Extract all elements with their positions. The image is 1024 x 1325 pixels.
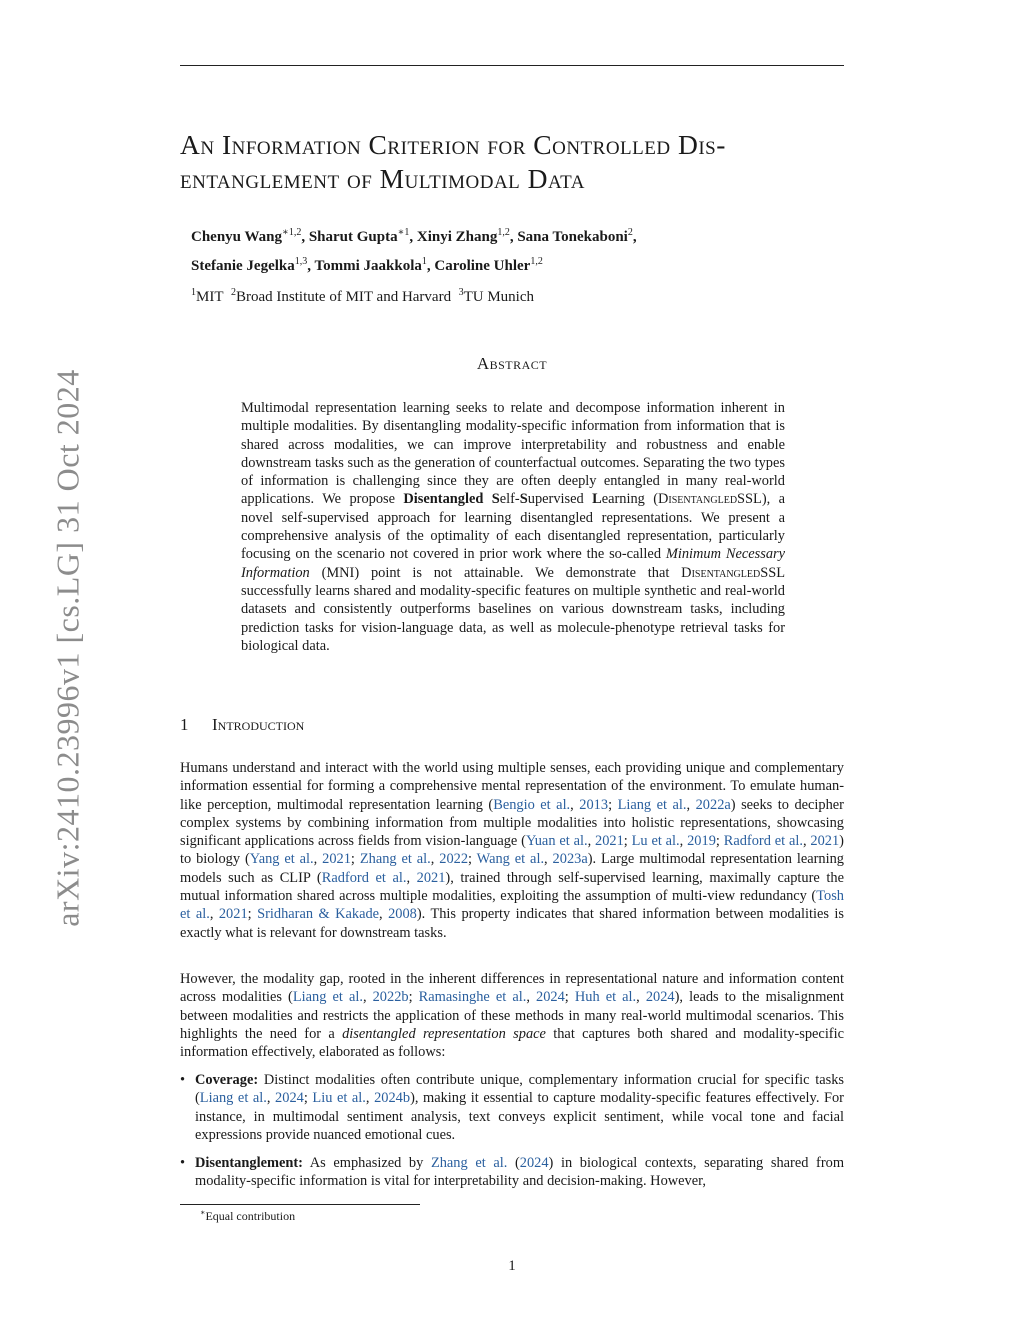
bullet-dot-icon: •: [180, 1155, 186, 1171]
citation-link[interactable]: Wang et al.: [476, 851, 545, 868]
text: ,: [379, 906, 389, 923]
page-number: 1: [508, 1258, 516, 1274]
author-sep: ,: [307, 258, 315, 274]
author-affil: 2: [627, 227, 633, 238]
abstract-text: earning (: [601, 491, 659, 508]
citation-link[interactable]: 2019: [687, 833, 716, 850]
text: ) seeks to decipher complex systems by combining information from multiple modalities into holistic representations, showcasing significant applications across fields from vision-language (: [180, 796, 844, 850]
citation-link[interactable]: Ramasinghe et al.: [418, 989, 527, 1006]
citation-link[interactable]: 2022: [439, 851, 469, 868]
intro-paragraph-2: [180, 970, 844, 1061]
abstract-bold: Disentangled S: [403, 491, 500, 508]
citation-link[interactable]: Yuan et al.: [525, 833, 588, 850]
citation-link[interactable]: 2024: [275, 1090, 304, 1107]
text: ), leads to the misalignment between modalities and restricts the application of these methods in many real-world multimodal scenarios. This highlights the need for a: [180, 989, 844, 1042]
text: ,: [209, 906, 219, 923]
affil-sup: 2: [231, 287, 236, 298]
bullet-dot-icon: •: [180, 1072, 186, 1088]
text: ,: [570, 796, 580, 813]
text: ;: [408, 989, 419, 1006]
author-affil: ∗1,2: [282, 227, 302, 238]
text: ;: [247, 906, 258, 923]
text: ,: [526, 989, 536, 1006]
text: ;: [468, 851, 477, 868]
abstract-italic: Minimum Necessary Information: [241, 546, 785, 581]
footnote-text: Equal contribution: [205, 1209, 296, 1223]
author-affil: 1,2: [530, 256, 543, 267]
section-title: Introduction: [212, 715, 305, 734]
abstract-text: successfully learns shared and modality-specific features on multiple synthetic and real-world datasets and consistently outperforms baselines on various downstream tasks, including prediction tasks for vision-language data, as well as molecule-phenotype retrieval tasks for biological data.: [241, 582, 785, 654]
text: ;: [623, 833, 632, 850]
italic-text: disentangled representation space: [342, 1025, 546, 1042]
citation-link[interactable]: 2024: [645, 989, 675, 1006]
text: ,: [362, 989, 373, 1006]
citation-link[interactable]: Yang et al.: [249, 851, 314, 868]
author-name: Sharut Gupta: [308, 229, 398, 245]
text: ;: [608, 796, 618, 813]
citation-link[interactable]: 2024: [536, 989, 565, 1006]
citation-link[interactable]: 2022b: [372, 989, 409, 1006]
author-name: Sana Tonekaboni: [517, 229, 628, 245]
text: ), making it essential to capture modality-specific features effectively. For instance, in multimodal sentiment analysis, text conveys explicit sentiment, while vocal tone and facial expressions provide nuanced emotional cues.: [195, 1090, 844, 1143]
author-sep: ,: [632, 229, 637, 245]
author-affil: 1,3: [294, 256, 308, 267]
arxiv-stamp: arXiv:2410.23996v1 [cs.LG] 31 Oct 2024: [49, 369, 86, 927]
text: ;: [715, 833, 724, 850]
text: ,: [313, 851, 323, 868]
footnote-marker: ∗: [200, 1208, 206, 1217]
footnote: [200, 1208, 295, 1224]
abstract-bold: L: [592, 491, 602, 508]
text: As emphasized by: [302, 1155, 431, 1171]
bullet-text: [195, 1071, 844, 1144]
abstract-heading: Abstract: [476, 354, 548, 373]
title-line-1: An Information Criterion for Controlled Dis-: [180, 129, 726, 160]
top-rule: [180, 65, 844, 66]
abstract-body: [241, 399, 785, 655]
author-affil: 1,2: [497, 227, 510, 238]
author-sep: ,: [426, 258, 435, 274]
text: ) in biological contexts, separating shared from modality-specific information is vital for interpretability and decision-making. However,: [195, 1155, 845, 1190]
text: Humans understand and interact with the world using multiple senses, each providing unique and complementary information essential for forming a comprehensive mental representation of the environment. To emulate human-like perception, multimodal representation learning (: [180, 760, 844, 813]
text: ). Large multimodal representation learning models such as CLIP (: [180, 851, 844, 886]
bullet-label: Disentanglement:: [195, 1155, 303, 1171]
affil-sup: 3: [458, 287, 464, 298]
affil-name: Broad Institute of MIT and Harvard: [236, 289, 452, 305]
author-sep: ,: [509, 229, 518, 245]
author-affil: ∗1: [397, 227, 410, 238]
text: However, the modality gap, rooted in the inherent differences in representational nature and information content across modalities (: [180, 971, 844, 1006]
citation-link[interactable]: Huh et al.: [574, 989, 637, 1006]
text: that captures both shared and modality-specific information effectively, elaborated as follows:: [180, 1025, 844, 1061]
text: ,: [544, 851, 553, 868]
abstract-text: ), a novel self-supervised approach for learning disentangled representations. We present a comprehensive analysis of the optimality of each disentangled representation, particularly focusing on the scenario not covered in prior work where the so-called: [241, 491, 786, 563]
citation-link[interactable]: 2022a: [695, 796, 731, 813]
affil-name: TU Munich: [463, 289, 535, 305]
text: ;: [564, 989, 575, 1006]
citation-link[interactable]: Liang et al.: [199, 1090, 267, 1107]
text: ,: [686, 796, 696, 813]
bullet-label: Coverage:: [195, 1072, 259, 1088]
citation-link[interactable]: Zhang et al.: [359, 851, 431, 868]
authors-line-2: [191, 256, 543, 275]
author-name: Tommi Jaakkola: [314, 258, 422, 274]
text: ,: [406, 869, 417, 886]
authors-line-1: [191, 227, 637, 246]
author-sep: ,: [409, 229, 417, 245]
section-heading: [180, 715, 304, 735]
citation-link[interactable]: Radford et al.: [321, 869, 407, 886]
text: ), trained through self-supervised learning, maximally capture the mutual information shared across multiple modalities, exploiting the assumption of multi-view redundancy (: [180, 869, 844, 905]
citation-link[interactable]: Liu et al.: [312, 1090, 366, 1107]
footnote-rule: [180, 1204, 420, 1205]
bullet-coverage: [180, 1071, 844, 1144]
citation-link[interactable]: Liang et al.: [292, 989, 363, 1006]
citation-link[interactable]: 2008: [388, 906, 417, 923]
intro-paragraph-1: [180, 759, 844, 942]
citation-link[interactable]: 2023a: [552, 851, 588, 868]
author-name: Chenyu Wang: [191, 229, 283, 245]
citation-link[interactable]: 2021: [322, 851, 351, 868]
text: ,: [679, 833, 688, 850]
citation-link[interactable]: Liang et al.: [617, 796, 687, 813]
section-number: 1: [180, 715, 189, 734]
citation-link[interactable]: 2021: [595, 833, 624, 850]
citation-link[interactable]: 2013: [579, 796, 609, 813]
abstract-text: elf-: [499, 491, 520, 508]
text: ) to biology (: [180, 833, 844, 868]
text: Distinct modalities often contribute unique, complementary information crucial for specific tasks (: [195, 1072, 844, 1107]
citation-link[interactable]: 2024: [519, 1155, 549, 1171]
citation-link[interactable]: 2021: [416, 869, 446, 886]
text: ;: [350, 851, 360, 868]
text: ;: [303, 1090, 313, 1107]
text: ,: [802, 833, 811, 850]
text: ,: [430, 851, 440, 868]
abstract-text: upervised: [527, 491, 593, 508]
text: (: [507, 1155, 520, 1171]
author-name: Xinyi Zhang: [416, 229, 498, 245]
abstract-bold: S: [519, 491, 528, 508]
author-name: Caroline Uhler: [434, 258, 531, 274]
author-sep: ,: [301, 229, 309, 245]
citation-link[interactable]: 2021: [810, 833, 840, 850]
citation-link[interactable]: 2021: [218, 906, 248, 923]
affiliations: [191, 287, 534, 306]
abstract-text: Multimodal representation learning seeks to relate and decompose information inherent in multiple modalities. By disentangling modality-specific information from information that is shared across modalities, we can improve interpretability and robustness and enable downstream tasks such as the generation of counterfactual outcomes. Separating the two types of information is challenging since they are often deeply entangled in many real-world applications. We propose: [241, 400, 785, 508]
text: ,: [266, 1090, 276, 1107]
text: ,: [365, 1090, 375, 1107]
bullet-disentanglement: [180, 1154, 844, 1191]
text: ). This property indicates that shared information between modalities is exactly what is relevant for downstream tasks.: [180, 906, 845, 941]
author-affil: 1: [421, 256, 427, 267]
method-name: DisentangledSSL: [681, 564, 785, 581]
citation-link[interactable]: 2024b: [374, 1090, 411, 1107]
text: ,: [587, 833, 595, 850]
citation-link[interactable]: Bengio et al.: [493, 796, 571, 813]
affil-name: MIT: [196, 289, 224, 305]
paper-title: [180, 128, 860, 196]
method-name: DisentangledSSL: [658, 491, 762, 508]
citation-link[interactable]: Tosh et al.: [180, 888, 844, 923]
title-line-2: entanglement of Multimodal Data: [180, 163, 585, 194]
citation-link[interactable]: Lu et al.: [631, 833, 680, 850]
citation-link[interactable]: Zhang et al.: [430, 1155, 508, 1171]
text: ,: [636, 989, 646, 1006]
bullet-text: [195, 1154, 844, 1191]
abstract-text: (MNI) point is not attainable. We demonstrate that: [309, 564, 682, 581]
affil-sup: 1: [191, 287, 196, 298]
author-name: Stefanie Jegelka: [191, 258, 295, 274]
citation-link[interactable]: Radford et al.: [723, 833, 803, 850]
citation-link[interactable]: Sridharan & Kakade: [257, 906, 380, 923]
